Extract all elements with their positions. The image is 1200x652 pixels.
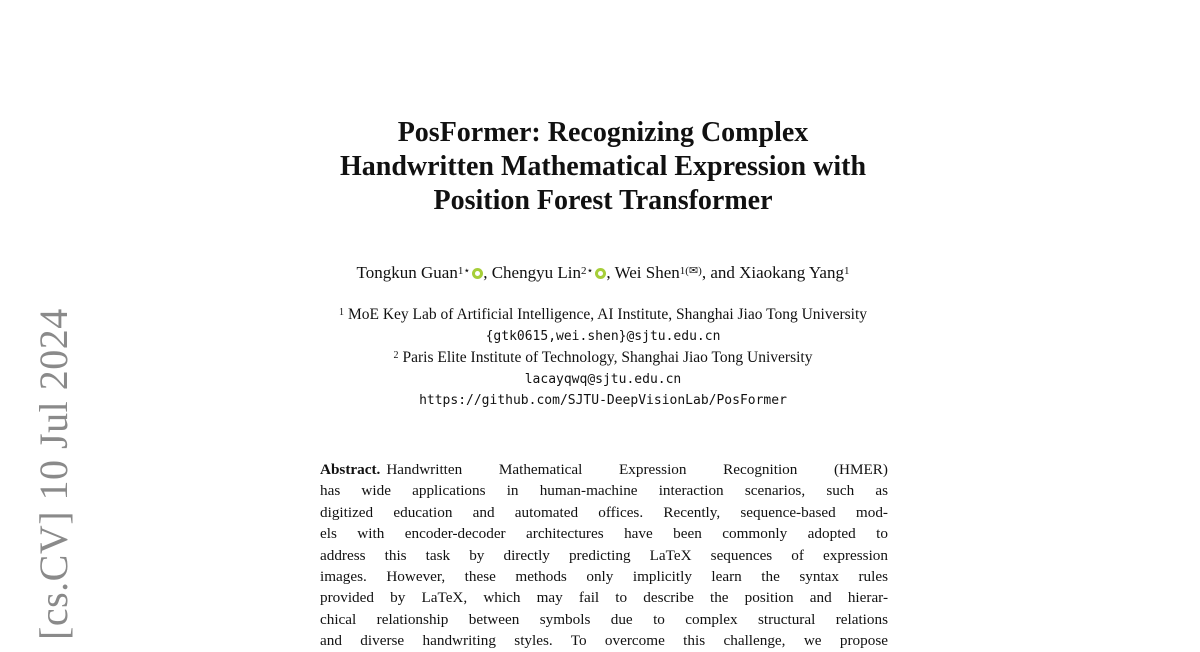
abstract-line: digitized education and automated offices. Recently, sequence-based mod- [320, 503, 888, 521]
author-separator: , [483, 263, 492, 282]
author-list [200, 262, 1006, 284]
affiliation-2-email[interactable]: lacayqwq@sjtu.edu.cn [524, 371, 682, 387]
author-separator: , [606, 263, 615, 282]
arxiv-side-stamp: [cs.CV] 10 Jul 2024 [31, 308, 76, 640]
orcid-icon[interactable] [472, 268, 483, 279]
author-affil-mark: 1(✉) [679, 265, 702, 277]
abstract-line-text: Handwritten Mathematical Expression Recognition (HMER) [386, 461, 888, 478]
abstract-line: address this task by directly predicting LaTeX sequences of expression [320, 546, 888, 564]
abstract-line: has wide applications in human-machine interaction scenarios, such as [320, 482, 888, 500]
orcid-icon[interactable] [595, 268, 606, 279]
affiliation-text: Paris Elite Institute of Technology, Shanghai Jiao Tong University [402, 349, 813, 367]
code-url-link[interactable]: https://github.com/SJTU-DeepVisionLab/PosFormer [419, 393, 787, 409]
author-name: Xiaokang Yang [739, 263, 844, 282]
affiliations [200, 304, 1006, 412]
author-affil-mark: 1 [843, 265, 850, 277]
abstract-line: chical relationship between symbols due to complex structural relations [320, 610, 888, 628]
abstract [320, 459, 888, 652]
affiliation-text: MoE Key Lab of Artificial Intelligence, AI Institute, Shanghai Jiao Tong University [347, 306, 868, 323]
affiliation-mark: 1 [338, 307, 344, 318]
author-affil-mark: 1⋆ [457, 265, 471, 277]
abstract-line: provided by LaTeX, which may fail to describe the position and hierar- [320, 589, 888, 607]
affiliation-1 [200, 304, 1006, 326]
abstract-label: Abstract. [320, 461, 381, 478]
title-line: PosFormer: Recognizing Complex [397, 117, 809, 148]
title-line: Position Forest Transformer [433, 185, 773, 216]
abstract-line [320, 459, 888, 480]
affiliation-mark: 2 [393, 350, 399, 362]
author-affil-mark: 2⋆ [580, 265, 594, 277]
author-name: Wei Shen [614, 263, 680, 282]
abstract-line: images. However, these methods only implicitly learn the syntax rules [320, 568, 888, 586]
author-separator: , and [701, 263, 740, 282]
paper-title [250, 116, 956, 218]
abstract-line: els with encoder-decoder architectures have been commonly adopted to [320, 525, 888, 543]
affiliation-1-email[interactable]: {gtk0615,wei.shen}@sjtu.edu.cn [485, 328, 721, 344]
title-line: Handwritten Mathematical Expression with [339, 151, 867, 182]
abstract-line: and diverse handwriting styles. To overcome this challenge, we propose [320, 632, 888, 650]
author-name: Tongkun Guan [356, 263, 458, 282]
affiliation-2 [200, 347, 1006, 369]
author-name: Chengyu Lin [491, 263, 581, 282]
